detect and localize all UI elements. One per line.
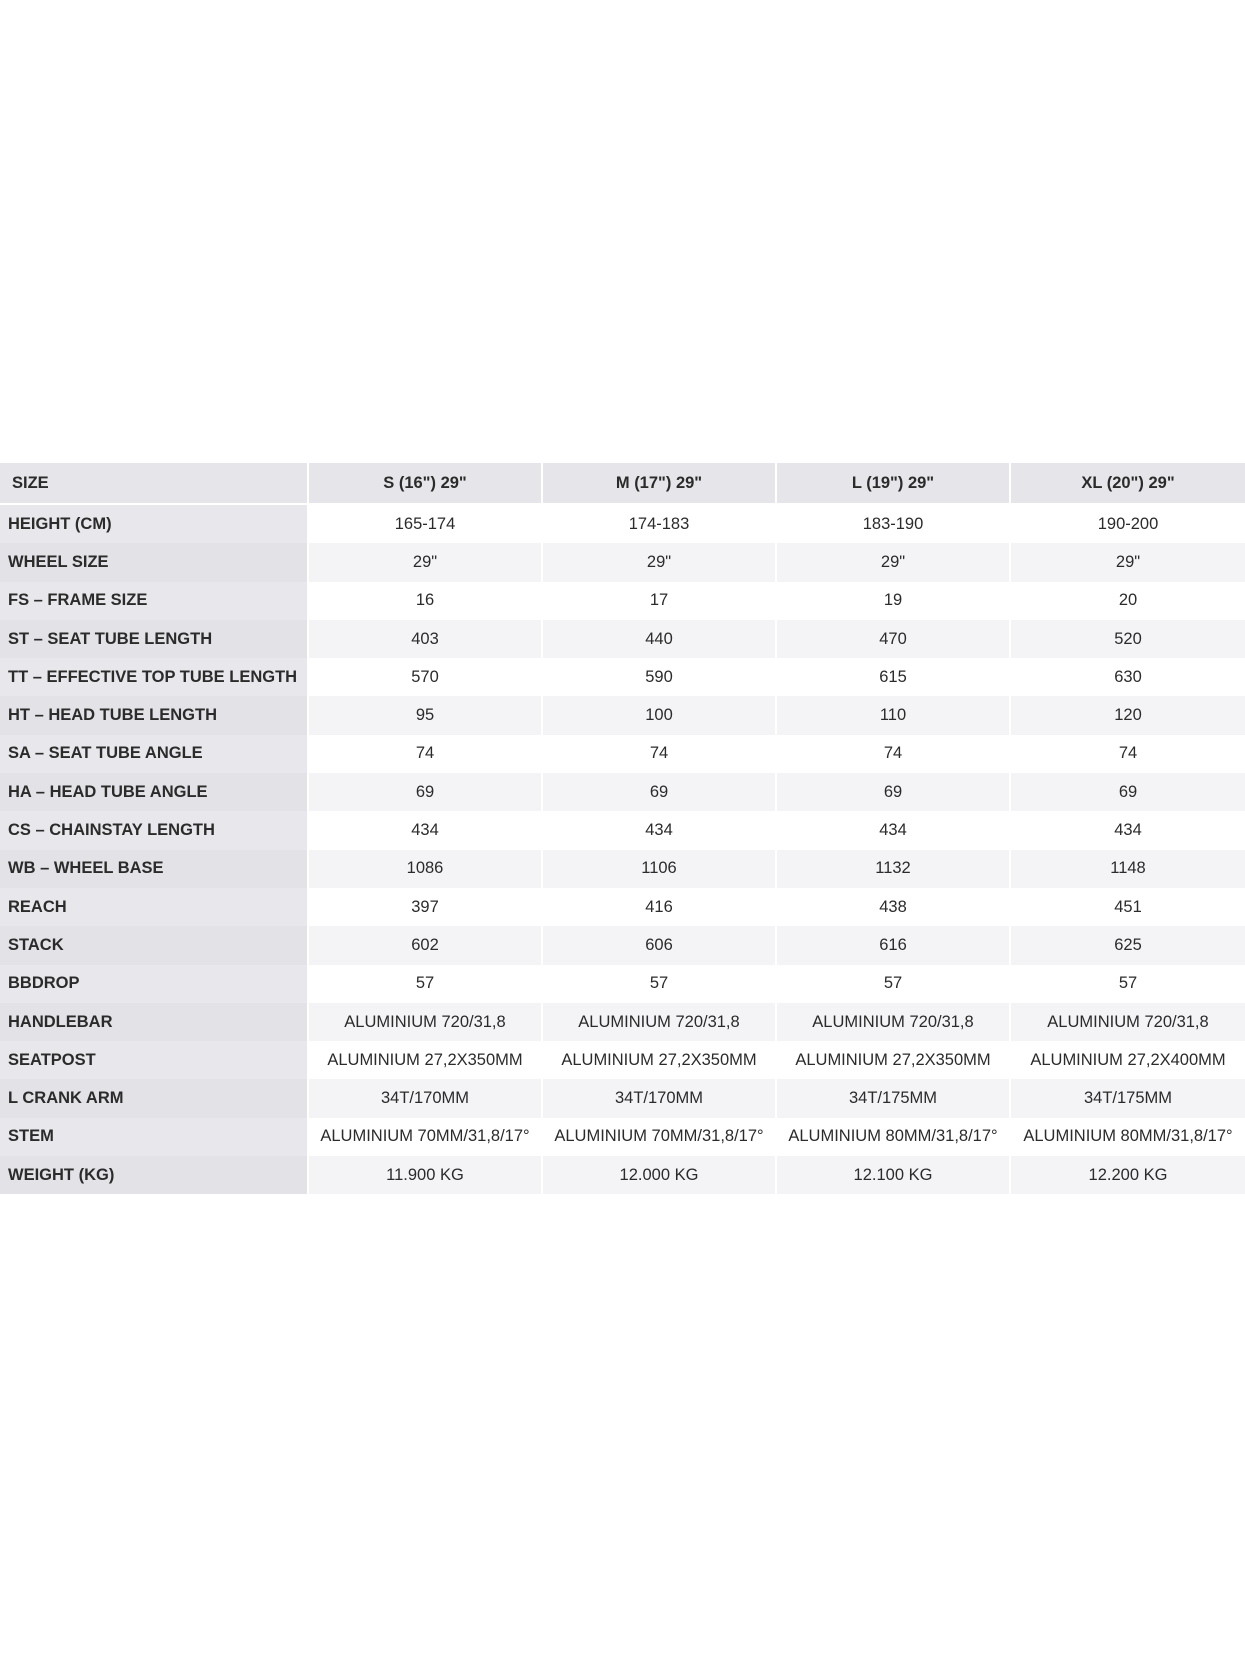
table-cell: 20 [1011,582,1245,620]
table-cell: 120 [1011,696,1245,734]
table-cell: 606 [543,926,777,964]
table-cell: 34T/175MM [777,1079,1011,1117]
row-label: L CRANK ARM [0,1079,309,1117]
table-cell: 438 [777,888,1011,926]
row-label: TT – EFFECTIVE TOP TUBE LENGTH [0,658,309,696]
table-cell: 1106 [543,850,777,888]
table-cell: 69 [777,773,1011,811]
geometry-table [0,463,1245,1194]
header-size-xl: XL (20") 29" [1011,463,1245,505]
table-cell: ALUMINIUM 720/31,8 [1011,1003,1245,1041]
table-cell: ALUMINIUM 80MM/31,8/17° [777,1118,1011,1156]
table-row [0,965,1245,1003]
table-cell: 416 [543,888,777,926]
table-cell: 69 [309,773,543,811]
table-cell: 34T/175MM [1011,1079,1245,1117]
row-label: HA – HEAD TUBE ANGLE [0,773,309,811]
row-label: HT – HEAD TUBE LENGTH [0,696,309,734]
table-cell: ALUMINIUM 70MM/31,8/17° [543,1118,777,1156]
table-cell: 190-200 [1011,505,1245,543]
table-cell: 590 [543,658,777,696]
table-cell: 1132 [777,850,1011,888]
table-row [0,811,1245,849]
table-cell: 434 [1011,811,1245,849]
table-cell: ALUMINIUM 80MM/31,8/17° [1011,1118,1245,1156]
row-label: SA – SEAT TUBE ANGLE [0,735,309,773]
table-cell: ALUMINIUM 27,2X350MM [777,1041,1011,1079]
table-cell: ALUMINIUM 27,2X350MM [543,1041,777,1079]
table-cell: 440 [543,620,777,658]
row-label: FS – FRAME SIZE [0,582,309,620]
table-cell: 95 [309,696,543,734]
table-cell: 12.200 KG [1011,1156,1245,1194]
row-label: HANDLEBAR [0,1003,309,1041]
table-cell: 29" [309,543,543,581]
table-cell: 174-183 [543,505,777,543]
table-cell: 520 [1011,620,1245,658]
table-cell: 397 [309,888,543,926]
table-cell: 12.000 KG [543,1156,777,1194]
table-cell: 434 [777,811,1011,849]
table-cell: ALUMINIUM 27,2X400MM [1011,1041,1245,1079]
table-cell: 434 [309,811,543,849]
table-cell: 57 [777,965,1011,1003]
table-cell: 570 [309,658,543,696]
table-cell: 630 [1011,658,1245,696]
header-size-m: M (17") 29" [543,463,777,505]
row-label: WHEEL SIZE [0,543,309,581]
table-row [0,696,1245,734]
table-cell: 165-174 [309,505,543,543]
table-cell: 1148 [1011,850,1245,888]
table-cell: 74 [309,735,543,773]
table-cell: 451 [1011,888,1245,926]
table-cell: 74 [1011,735,1245,773]
table-cell: 69 [543,773,777,811]
table-cell: 1086 [309,850,543,888]
table-cell: 11.900 KG [309,1156,543,1194]
header-row [0,463,1245,505]
table-row [0,1003,1245,1041]
table-row [0,888,1245,926]
table-cell: 34T/170MM [543,1079,777,1117]
table-cell: ALUMINIUM 27,2X350MM [309,1041,543,1079]
table-row [0,773,1245,811]
table-cell: 625 [1011,926,1245,964]
table-cell: 17 [543,582,777,620]
table-cell: 615 [777,658,1011,696]
table-cell: 69 [1011,773,1245,811]
table-cell: ALUMINIUM 720/31,8 [309,1003,543,1041]
row-label: STEM [0,1118,309,1156]
table-cell: 12.100 KG [777,1156,1011,1194]
table-row [0,1118,1245,1156]
header-size-s: S (16") 29" [309,463,543,505]
header-label-size: SIZE [0,463,309,505]
table-row [0,620,1245,658]
table-row [0,850,1245,888]
table-cell: 183-190 [777,505,1011,543]
table-cell: 29" [1011,543,1245,581]
table-cell: 16 [309,582,543,620]
table-cell: 74 [543,735,777,773]
table-cell: ALUMINIUM 720/31,8 [543,1003,777,1041]
row-label: ST – SEAT TUBE LENGTH [0,620,309,658]
table-cell: 616 [777,926,1011,964]
table-cell: 470 [777,620,1011,658]
table-cell: 74 [777,735,1011,773]
row-label: SEATPOST [0,1041,309,1079]
table-cell: 100 [543,696,777,734]
table-cell: 602 [309,926,543,964]
table-cell: 403 [309,620,543,658]
table-cell: 110 [777,696,1011,734]
table-cell: 29" [777,543,1011,581]
row-label: BBDROP [0,965,309,1003]
table-row [0,1079,1245,1117]
row-label: HEIGHT (CM) [0,505,309,543]
table-cell: ALUMINIUM 720/31,8 [777,1003,1011,1041]
row-label: REACH [0,888,309,926]
table-row [0,735,1245,773]
table-row [0,926,1245,964]
row-label: WB – WHEEL BASE [0,850,309,888]
table-body [0,505,1245,1194]
table-row [0,505,1245,543]
header-size-l: L (19") 29" [777,463,1011,505]
table-cell: 29" [543,543,777,581]
table-cell: 57 [309,965,543,1003]
table-cell: ALUMINIUM 70MM/31,8/17° [309,1118,543,1156]
table-row [0,543,1245,581]
row-label: CS – CHAINSTAY LENGTH [0,811,309,849]
table-cell: 19 [777,582,1011,620]
table-row [0,658,1245,696]
table-row [0,582,1245,620]
table-header [0,463,1245,505]
table-cell: 34T/170MM [309,1079,543,1117]
table-row [0,1156,1245,1194]
table-row [0,1041,1245,1079]
row-label: STACK [0,926,309,964]
row-label: WEIGHT (KG) [0,1156,309,1194]
table-cell: 434 [543,811,777,849]
table-cell: 57 [1011,965,1245,1003]
table-cell: 57 [543,965,777,1003]
